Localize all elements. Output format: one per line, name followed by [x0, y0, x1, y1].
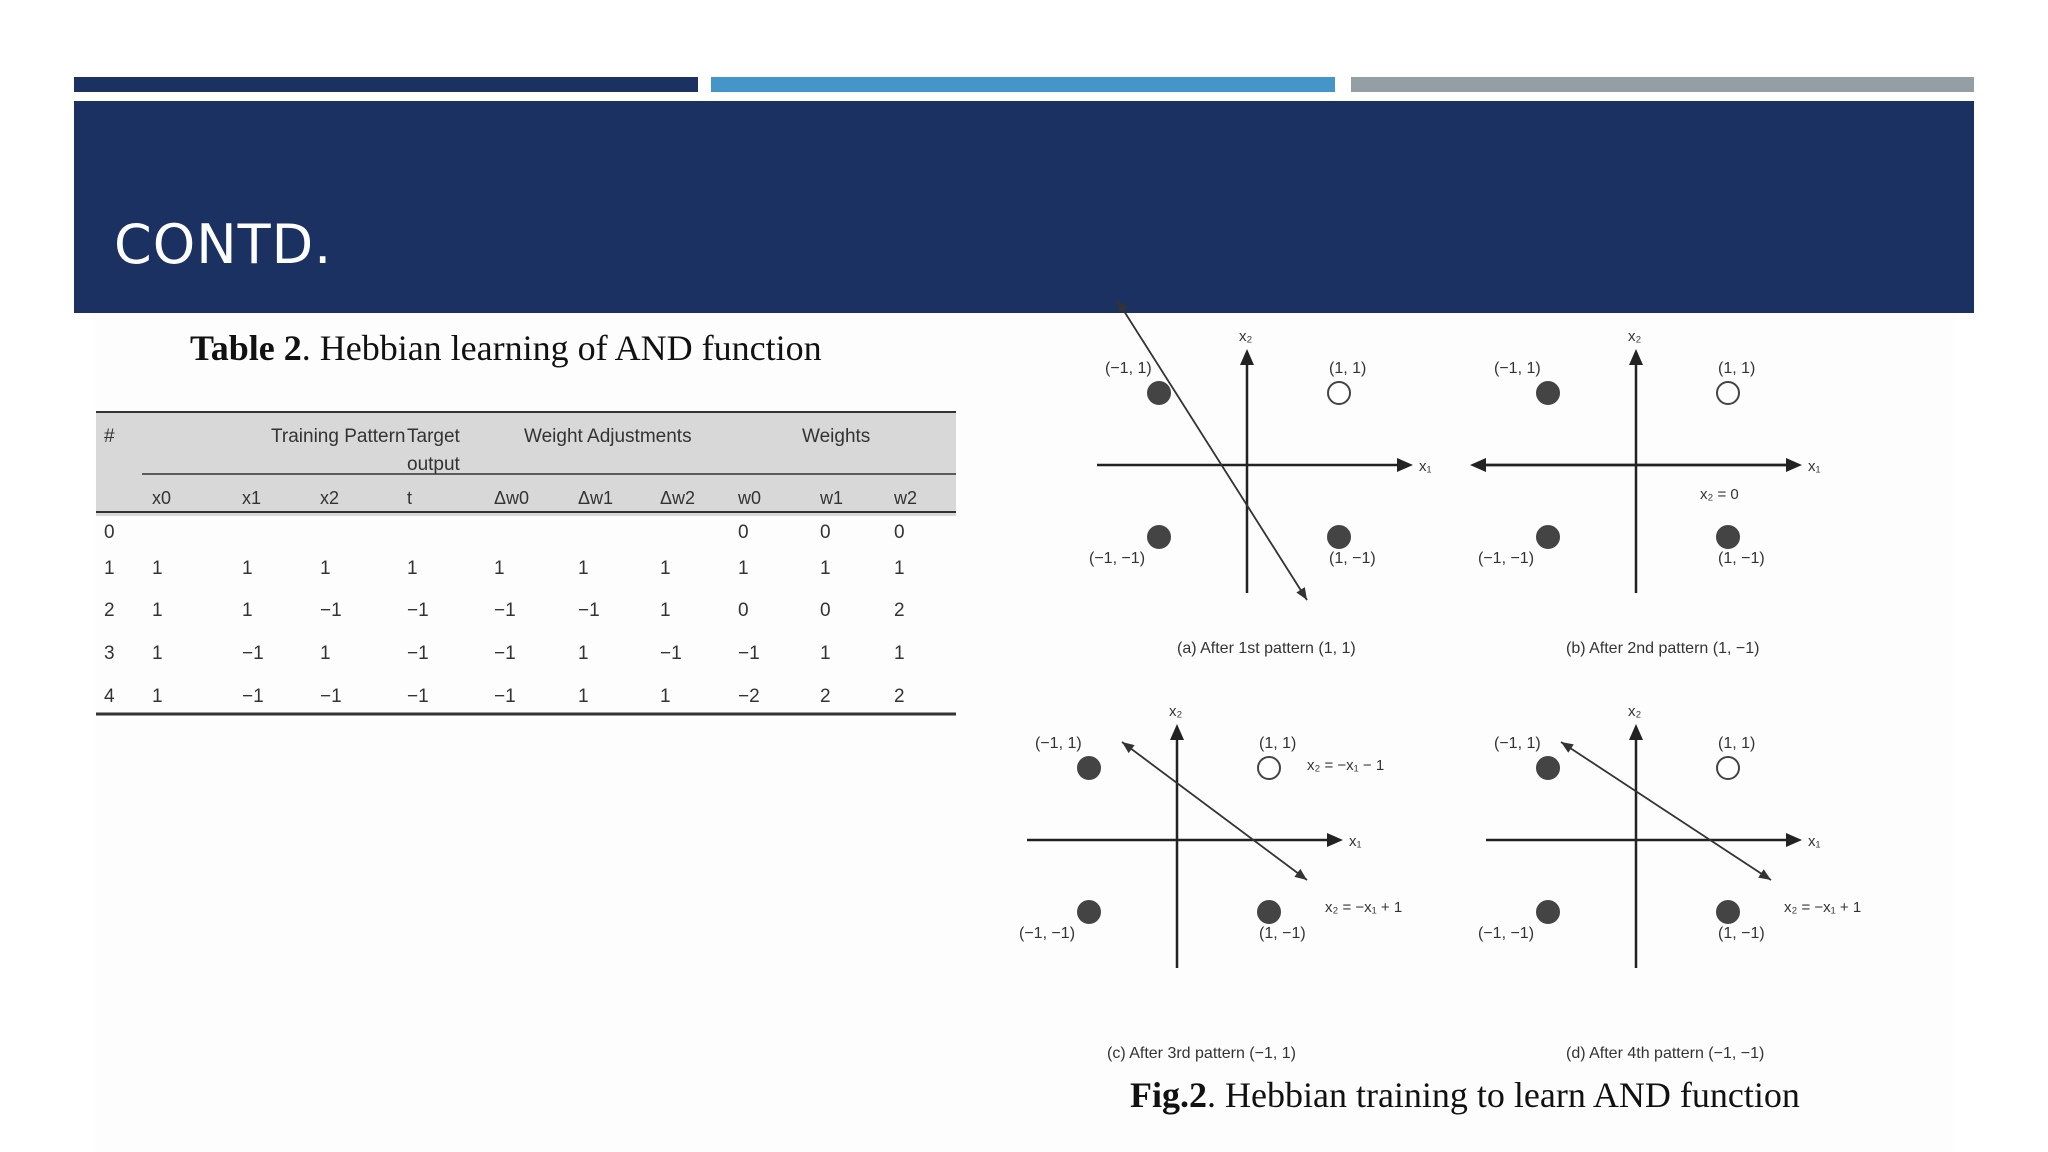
table-cell: 2	[894, 600, 905, 621]
column-header: x1	[242, 488, 262, 508]
x-axis-arrow	[1327, 833, 1343, 847]
boundary-label: x₂ = −x₁ + 1	[1325, 899, 1403, 916]
table-cell: 1	[320, 643, 331, 664]
table-cell: 1	[152, 686, 163, 707]
point-label: (1, 1)	[1718, 735, 1756, 752]
table-cell: 0	[738, 600, 749, 621]
header-weight-adjustments: Weight Adjustments	[524, 426, 692, 447]
filled-point	[1717, 526, 1739, 548]
table-cell: 1	[738, 558, 749, 579]
table-cell: 4	[104, 686, 115, 707]
filled-point	[1537, 757, 1559, 779]
x-axis-arrow	[1397, 458, 1413, 472]
table-cell: 0	[820, 600, 831, 621]
point-label: (−1, 1)	[1035, 735, 1082, 752]
column-header: Δw2	[660, 488, 696, 508]
point-label: (−1, −1)	[1478, 550, 1535, 567]
point-label: (−1, 1)	[1105, 360, 1152, 377]
slide-title: CONTD.	[114, 213, 333, 276]
decision-boundary	[1561, 742, 1771, 880]
filled-point	[1148, 526, 1170, 548]
accent-strip-gray	[1351, 77, 1974, 92]
table-row	[104, 600, 905, 621]
table-cell: 1	[494, 558, 505, 579]
header-index: #	[104, 426, 115, 447]
table-cell: −1	[578, 600, 600, 621]
table-cell: 1	[894, 558, 905, 579]
boundary-label: x₂ = 0	[1700, 486, 1739, 503]
table-cell: 1	[894, 643, 905, 664]
filled-point	[1537, 382, 1559, 404]
x-axis-label: x₁	[1349, 833, 1362, 850]
table-cell: −1	[320, 600, 342, 621]
point-label: (1, 1)	[1329, 360, 1367, 377]
table-cell: 1	[820, 643, 831, 664]
panel-caption: (a) After 1st pattern (1, 1)	[1177, 640, 1356, 657]
table-cell: −1	[320, 686, 342, 707]
table-cell: −1	[494, 643, 516, 664]
boundary-arrow	[1122, 742, 1135, 753]
point-label: (−1, −1)	[1019, 925, 1076, 942]
open-point	[1328, 382, 1350, 404]
boundary-label: x₂ = −x₁ + 1	[1784, 899, 1862, 916]
y-axis-arrow	[1170, 724, 1184, 740]
header-training-pattern: Training Pattern	[271, 426, 406, 447]
point-label: (−1, 1)	[1494, 735, 1541, 752]
decision-panel	[1478, 703, 1861, 1062]
table-cell: 1	[660, 686, 671, 707]
table-cell: 0	[894, 522, 905, 543]
column-header: w0	[738, 488, 762, 508]
y-axis-label: x₂	[1239, 328, 1253, 345]
table-row	[104, 558, 905, 579]
table-cell: −1	[738, 643, 760, 664]
table-cell: 1	[242, 600, 253, 621]
table-cell: 1	[152, 643, 163, 664]
table-cell: −1	[494, 600, 516, 621]
boundary-arrow	[1561, 742, 1574, 753]
table-cell: 1	[820, 558, 831, 579]
figure-caption	[1130, 1074, 1800, 1116]
table-cell: 1	[242, 558, 253, 579]
x-axis-arrow	[1786, 833, 1802, 847]
boundary-arrow	[1470, 458, 1486, 472]
table-cell: 1	[578, 686, 589, 707]
filled-point	[1078, 757, 1100, 779]
filled-point	[1148, 382, 1170, 404]
table-cell: 1	[407, 558, 418, 579]
table-cell: −1	[242, 686, 264, 707]
decision-boundary	[1117, 300, 1307, 600]
column-header: w2	[894, 488, 918, 508]
table-cell: 0	[104, 522, 115, 543]
table-cell: 1	[152, 600, 163, 621]
table-cell: −1	[407, 686, 429, 707]
table-cell: −1	[407, 600, 429, 621]
decision-panel	[1089, 300, 1432, 774]
open-point	[1717, 382, 1739, 404]
point-label: (1, −1)	[1718, 925, 1765, 942]
table-caption	[190, 327, 822, 369]
filled-point	[1537, 901, 1559, 923]
point-label: (1, −1)	[1259, 925, 1306, 942]
table-cell: 1	[660, 600, 671, 621]
filled-point	[1717, 901, 1739, 923]
y-axis-label: x₂	[1628, 328, 1642, 345]
point-label: (1, 1)	[1718, 360, 1756, 377]
table-row	[104, 522, 905, 543]
table-cell: −2	[738, 686, 760, 707]
table-cell: 1	[320, 558, 331, 579]
boundary-arrow	[1296, 587, 1307, 600]
open-point	[1717, 757, 1739, 779]
column-header: w1	[820, 488, 844, 508]
table-cell: 3	[104, 643, 115, 664]
boundary-arrow	[1758, 869, 1771, 880]
table-cell: 0	[738, 522, 749, 543]
accent-strip-blue	[711, 77, 1335, 92]
y-axis-arrow	[1629, 349, 1643, 365]
panel-caption: (c) After 3rd pattern (−1, 1)	[1107, 1045, 1296, 1062]
table-cell: −1	[242, 643, 264, 664]
column-header: Δw0	[494, 488, 530, 508]
decision-panel	[1470, 328, 1821, 657]
table-row	[104, 643, 905, 664]
header-target-line1: Target	[407, 426, 460, 447]
table-caption-label: Table 2	[190, 328, 302, 368]
figure-caption-text: . Hebbian training to learn AND function	[1207, 1075, 1800, 1115]
table-cell: −1	[407, 643, 429, 664]
y-axis-arrow	[1629, 724, 1643, 740]
table-cell: −1	[660, 643, 682, 664]
panel-caption: (d) After 4th pattern (−1, −1)	[1566, 1045, 1765, 1062]
column-header: x0	[152, 488, 172, 508]
header-weights: Weights	[802, 426, 871, 447]
point-label: (1, 1)	[1259, 735, 1297, 752]
hebbian-figure	[1010, 310, 1910, 1062]
column-header: x2	[320, 488, 340, 508]
title-banner	[74, 101, 1974, 313]
column-header: t	[407, 488, 413, 508]
panel-caption: (b) After 2nd pattern (1, −1)	[1566, 640, 1760, 657]
hebbian-table	[94, 408, 960, 718]
point-label: (−1, −1)	[1478, 925, 1535, 942]
y-axis-label: x₂	[1169, 703, 1183, 720]
accent-strip-navy	[74, 77, 698, 92]
table-cell: 1	[104, 558, 115, 579]
filled-point	[1078, 901, 1100, 923]
table-cell: −1	[494, 686, 516, 707]
table-cell: 1	[152, 558, 163, 579]
filled-point	[1537, 526, 1559, 548]
x-axis-label: x₁	[1808, 833, 1821, 850]
point-label: (−1, 1)	[1494, 360, 1541, 377]
y-axis-label: x₂	[1628, 703, 1642, 720]
boundary-arrow	[1294, 869, 1307, 880]
table-cell: 2	[104, 600, 115, 621]
figure-caption-label: Fig.2	[1130, 1075, 1207, 1115]
point-label: (−1, −1)	[1089, 550, 1146, 567]
table-caption-text: . Hebbian learning of AND function	[301, 328, 822, 368]
table-cell: 1	[578, 643, 589, 664]
boundary-label: x₂ = −x₁ − 1	[1307, 757, 1385, 774]
filled-point	[1258, 901, 1280, 923]
table-row	[104, 686, 905, 707]
table-cell: 1	[578, 558, 589, 579]
filled-point	[1328, 526, 1350, 548]
table-cell: 2	[820, 686, 831, 707]
column-header: Δw1	[578, 488, 614, 508]
header-target-line2: output	[407, 454, 460, 475]
x-axis-label: x₁	[1419, 458, 1432, 475]
y-axis-arrow	[1240, 349, 1254, 365]
point-label: (1, −1)	[1718, 550, 1765, 567]
point-label: (1, −1)	[1329, 550, 1376, 567]
table-cell: 1	[660, 558, 671, 579]
table-cell: 2	[894, 686, 905, 707]
x-axis-label: x₁	[1808, 458, 1821, 475]
open-point	[1258, 757, 1280, 779]
table-cell: 0	[820, 522, 831, 543]
